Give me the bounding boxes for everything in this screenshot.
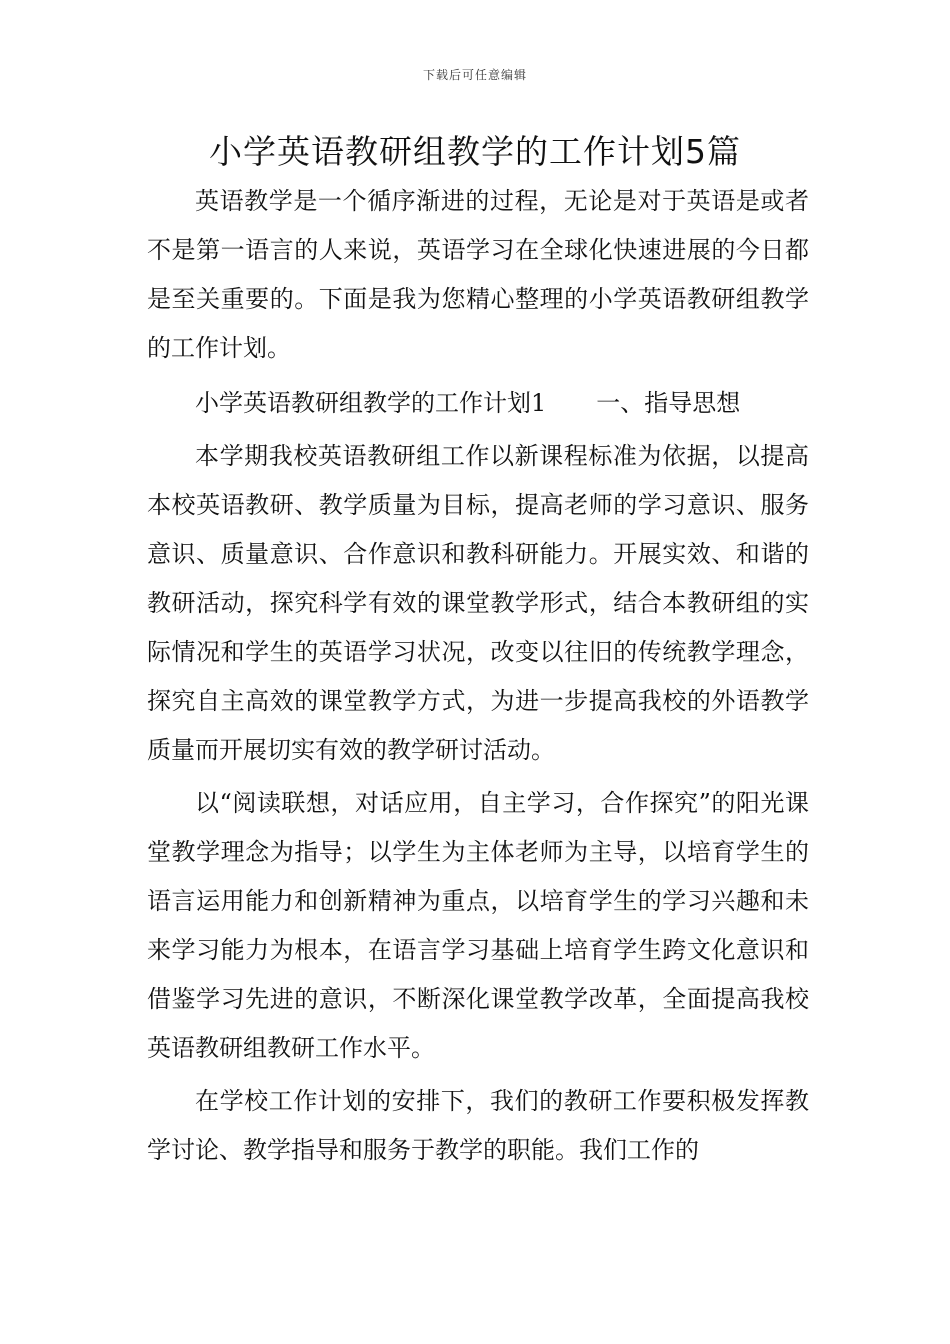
section-title: 小学英语教研组教学的工作计划1 <box>195 389 547 417</box>
body-paragraph: 本学期我校英语教研组工作以新课程标准为依据，以提高本校英语教研、教学质量为目标，提高老师的学习意识、服务意识、质量意识、合作意识和教科研能力。开展实效、和谐的教研活动，探究科学有效的课堂教学形式，结合本教研组的实际情况和学生的英语学习状况，改变以往旧的传统教学理念，探究自主高效的课堂教学方式，为进一步提高我校的外语教学质量而开展切实有效的教学研讨活动。 <box>147 442 809 764</box>
body-paragraph: 以“阅读联想，对话应用，自主学习，合作探究”的阳光课堂教学理念为指导；以学生为主体老师为主导，以培育学生的语言运用能力和创新精神为重点，以培育学生的学习兴趣和未来学习能力为根本，在语言学习基础上培育学生跨文化意识和借鉴学习先进的意识，不断深化课堂教学改革，全面提高我校英语教研组教研工作水平。 <box>147 789 809 1062</box>
section-heading <box>147 379 809 428</box>
intro-paragraph: 英语教学是一个循序渐进的过程，无论是对于英语是或者不是第一语言的人来说，英语学习在全球化快速进展的今日都是至关重要的。下面是我为您精心整理的小学英语教研组教学的工作计划。 <box>147 187 809 362</box>
document-body <box>147 177 809 1175</box>
section-subtitle: 一、指导思想 <box>596 389 741 417</box>
page-title: 小学英语教研组教学的工作计划5篇 <box>209 132 741 171</box>
header-note: 下载后可任意编辑 <box>422 68 527 82</box>
body-paragraph: 在学校工作计划的安排下，我们的教研工作要积极发挥教学讨论、教学指导和服务于教学的职能。我们工作的 <box>147 1087 809 1164</box>
